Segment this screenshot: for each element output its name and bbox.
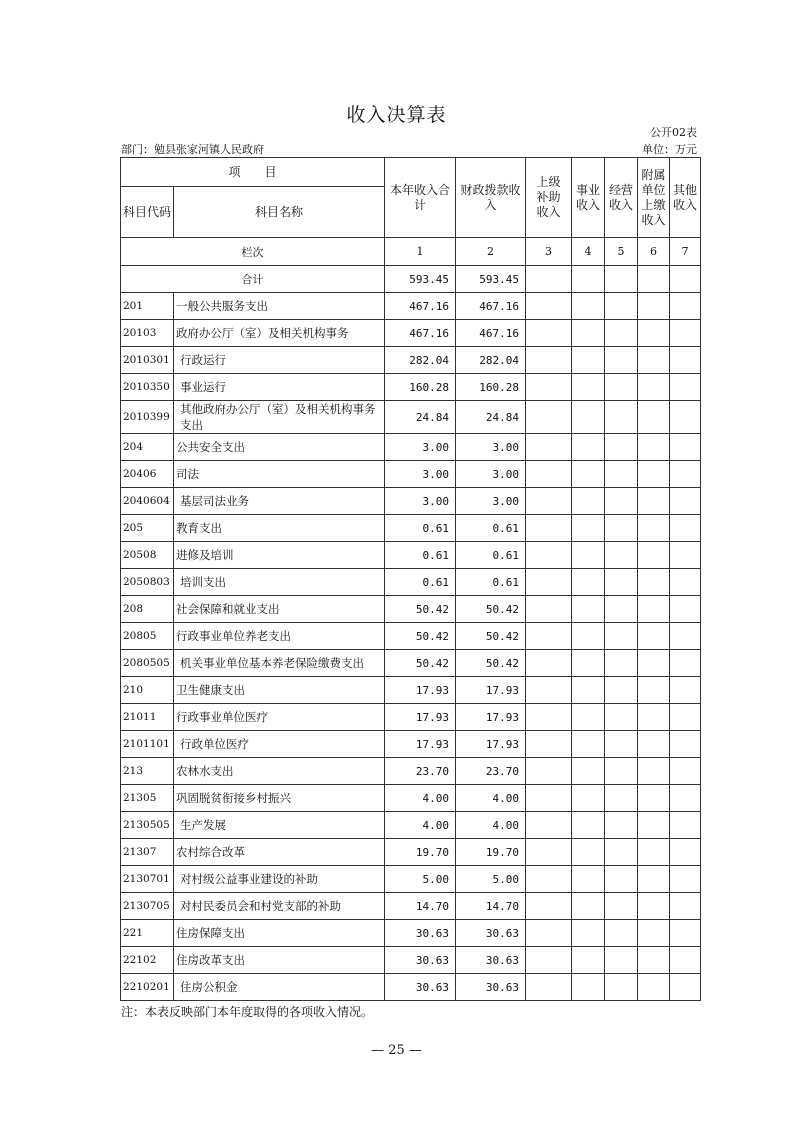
row-code: 20508 [121, 542, 174, 569]
row-code: 2010399 [121, 401, 174, 434]
row-code: 2130701 [121, 866, 174, 893]
row-empty-cell [526, 704, 572, 731]
column-index: 4 [572, 238, 605, 266]
row-fiscal: 17.93 [456, 731, 526, 758]
row-total: 160.28 [385, 374, 456, 401]
row-name: 巩固脱贫衔接乡村振兴 [174, 785, 385, 812]
row-name: 生产发展 [174, 812, 385, 839]
row-empty-cell [638, 785, 670, 812]
row-empty-cell [572, 974, 605, 1001]
row-name: 事业运行 [174, 374, 385, 401]
row-code: 20805 [121, 623, 174, 650]
row-total: 19.70 [385, 839, 456, 866]
row-empty-cell [526, 893, 572, 920]
row-empty-cell [572, 374, 605, 401]
row-empty-cell [670, 596, 701, 623]
table-row [121, 650, 701, 677]
row-empty-cell [670, 542, 701, 569]
row-total: 4.00 [385, 785, 456, 812]
row-fiscal: 467.16 [456, 320, 526, 347]
table-body [121, 293, 701, 1001]
row-empty-cell [572, 839, 605, 866]
row-empty-cell [526, 347, 572, 374]
row-empty-cell [638, 488, 670, 515]
row-total: 5.00 [385, 866, 456, 893]
row-empty-cell [572, 434, 605, 461]
row-empty-cell [670, 347, 701, 374]
table-row [121, 623, 701, 650]
row-name: 行政单位医疗 [174, 731, 385, 758]
row-empty-cell [670, 434, 701, 461]
row-total: 17.93 [385, 704, 456, 731]
header-superior-text: 上级补助收入 [536, 175, 561, 219]
row-total: 0.61 [385, 515, 456, 542]
row-name: 农林水支出 [174, 758, 385, 785]
table-row [121, 731, 701, 758]
row-fiscal: 3.00 [456, 488, 526, 515]
row-empty-cell [605, 731, 638, 758]
row-empty-cell [572, 320, 605, 347]
row-code: 208 [121, 596, 174, 623]
table-row [121, 488, 701, 515]
row-empty-cell [670, 461, 701, 488]
row-empty-cell [670, 839, 701, 866]
row-code: 2010301 [121, 347, 174, 374]
row-empty-cell [605, 293, 638, 320]
row-name: 司法 [174, 461, 385, 488]
row-empty-cell [526, 623, 572, 650]
row-empty-cell [526, 866, 572, 893]
table-row [121, 515, 701, 542]
row-name: 行政事业单位医疗 [174, 704, 385, 731]
row-empty-cell [638, 974, 670, 1001]
row-name: 住房保障支出 [174, 920, 385, 947]
row-empty-cell [526, 374, 572, 401]
row-empty-cell [638, 623, 670, 650]
header-item: 项 目 [121, 158, 385, 187]
row-empty-cell [572, 758, 605, 785]
row-code: 2101101 [121, 731, 174, 758]
row-fiscal: 3.00 [456, 461, 526, 488]
row-empty-cell [572, 461, 605, 488]
row-total: 3.00 [385, 488, 456, 515]
row-name: 对村民委员会和村党支部的补助 [174, 893, 385, 920]
header-superior [526, 158, 572, 238]
row-fiscal: 50.42 [456, 623, 526, 650]
row-total: 50.42 [385, 650, 456, 677]
column-index: 2 [456, 238, 526, 266]
row-total: 3.00 [385, 461, 456, 488]
row-empty-cell [605, 974, 638, 1001]
row-empty-cell [638, 515, 670, 542]
header-code: 科目代码 [121, 187, 174, 238]
row-empty-cell [670, 623, 701, 650]
row-fiscal: 30.63 [456, 920, 526, 947]
row-empty-cell [605, 569, 638, 596]
row-empty-cell [638, 920, 670, 947]
row-empty-cell [670, 947, 701, 974]
row-empty-cell [605, 650, 638, 677]
row-total: 50.42 [385, 596, 456, 623]
row-empty-cell [526, 293, 572, 320]
row-name: 政府办公厅（室）及相关机构事务 [174, 320, 385, 347]
row-empty-cell [638, 812, 670, 839]
row-name: 培训支出 [174, 569, 385, 596]
row-total: 30.63 [385, 947, 456, 974]
row-empty-cell [605, 947, 638, 974]
row-empty-cell [526, 731, 572, 758]
row-code: 205 [121, 515, 174, 542]
row-empty-cell [605, 677, 638, 704]
row-name: 机关事业单位基本养老保险缴费支出 [174, 650, 385, 677]
row-fiscal: 4.00 [456, 812, 526, 839]
row-fiscal: 160.28 [456, 374, 526, 401]
row-fiscal: 14.70 [456, 893, 526, 920]
table-row [121, 677, 701, 704]
row-empty-cell [605, 623, 638, 650]
row-fiscal: 0.61 [456, 569, 526, 596]
row-empty-cell [670, 320, 701, 347]
row-empty-cell [670, 650, 701, 677]
row-name: 农村综合改革 [174, 839, 385, 866]
row-fiscal: 5.00 [456, 866, 526, 893]
column-index: 5 [605, 238, 638, 266]
table-row [121, 785, 701, 812]
row-code: 2040604 [121, 488, 174, 515]
row-empty-cell [605, 461, 638, 488]
row-empty-cell [638, 650, 670, 677]
table-row [121, 920, 701, 947]
row-empty-cell [526, 974, 572, 1001]
row-name: 其他政府办公厅（室）及相关机构事务支出 [174, 401, 385, 434]
header-name: 科目名称 [174, 187, 385, 238]
row-empty-cell [572, 488, 605, 515]
row-empty-cell [638, 704, 670, 731]
row-empty-cell [605, 401, 638, 434]
row-code: 2130705 [121, 893, 174, 920]
table-row [121, 347, 701, 374]
table-row [121, 374, 701, 401]
header-business [572, 158, 605, 238]
header-operation [605, 158, 638, 238]
row-empty-cell [638, 320, 670, 347]
row-code: 2080505 [121, 650, 174, 677]
row-total: 0.61 [385, 542, 456, 569]
row-name: 住房公积金 [174, 974, 385, 1001]
row-empty-cell [526, 461, 572, 488]
row-total: 30.63 [385, 920, 456, 947]
row-name: 行政运行 [174, 347, 385, 374]
row-empty-cell [670, 401, 701, 434]
table-row [121, 293, 701, 320]
header-affiliated-text: 附属单位上缴收入 [641, 167, 666, 227]
table-row [121, 401, 701, 434]
row-total: 17.93 [385, 677, 456, 704]
row-fiscal: 4.00 [456, 785, 526, 812]
row-empty-cell [572, 785, 605, 812]
row-fiscal: 19.70 [456, 839, 526, 866]
row-code: 21305 [121, 785, 174, 812]
row-code: 22102 [121, 947, 174, 974]
row-empty-cell [526, 785, 572, 812]
row-empty-cell [572, 866, 605, 893]
row-empty-cell [526, 947, 572, 974]
row-empty-cell [638, 866, 670, 893]
row-empty-cell [605, 758, 638, 785]
row-fiscal: 23.70 [456, 758, 526, 785]
row-empty-cell [605, 839, 638, 866]
row-fiscal: 467.16 [456, 293, 526, 320]
row-empty-cell [526, 515, 572, 542]
row-empty-cell [605, 347, 638, 374]
row-fiscal: 17.93 [456, 677, 526, 704]
column-index: 1 [385, 238, 456, 266]
row-empty-cell [670, 569, 701, 596]
row-empty-cell [638, 461, 670, 488]
row-total: 23.70 [385, 758, 456, 785]
table-row [121, 704, 701, 731]
column-index-label: 栏次 [121, 238, 385, 266]
table-row [121, 542, 701, 569]
row-empty-cell [670, 374, 701, 401]
row-empty-cell [605, 542, 638, 569]
row-code: 20406 [121, 461, 174, 488]
total-fiscal: 593.45 [456, 266, 526, 293]
row-total: 3.00 [385, 434, 456, 461]
row-fiscal: 50.42 [456, 650, 526, 677]
row-code: 21011 [121, 704, 174, 731]
row-fiscal: 0.61 [456, 542, 526, 569]
row-empty-cell [572, 401, 605, 434]
row-name: 行政事业单位养老支出 [174, 623, 385, 650]
row-empty-cell [526, 839, 572, 866]
row-empty-cell [572, 596, 605, 623]
header-other [670, 158, 701, 238]
row-empty-cell [605, 515, 638, 542]
row-empty-cell [638, 542, 670, 569]
column-index: 3 [526, 238, 572, 266]
table-row [121, 893, 701, 920]
row-empty-cell [638, 893, 670, 920]
row-code: 2130505 [121, 812, 174, 839]
row-empty-cell [572, 893, 605, 920]
row-empty-cell [572, 920, 605, 947]
row-empty-cell [670, 812, 701, 839]
row-empty-cell [526, 677, 572, 704]
row-empty-cell [638, 293, 670, 320]
row-empty-cell [605, 866, 638, 893]
row-empty-cell [605, 920, 638, 947]
row-code: 2210201 [121, 974, 174, 1001]
row-empty-cell [572, 812, 605, 839]
row-empty-cell [670, 866, 701, 893]
header-affiliated [638, 158, 670, 238]
row-empty-cell [638, 839, 670, 866]
table-row [121, 947, 701, 974]
row-empty-cell [605, 374, 638, 401]
row-name: 一般公共服务支出 [174, 293, 385, 320]
row-name: 教育支出 [174, 515, 385, 542]
row-fiscal: 24.84 [456, 401, 526, 434]
row-empty-cell [605, 488, 638, 515]
row-code: 221 [121, 920, 174, 947]
table-row [121, 974, 701, 1001]
row-name: 住房改革支出 [174, 947, 385, 974]
row-total: 50.42 [385, 623, 456, 650]
row-total: 14.70 [385, 893, 456, 920]
row-fiscal: 50.42 [456, 596, 526, 623]
row-fiscal: 3.00 [456, 434, 526, 461]
form-code: 公开02表 [650, 126, 697, 139]
row-fiscal: 282.04 [456, 347, 526, 374]
row-name: 社会保障和就业支出 [174, 596, 385, 623]
row-empty-cell [670, 785, 701, 812]
row-name: 公共安全支出 [174, 434, 385, 461]
total-label: 合计 [121, 266, 385, 293]
row-empty-cell [572, 293, 605, 320]
row-fiscal: 30.63 [456, 947, 526, 974]
row-code: 2050803 [121, 569, 174, 596]
row-name: 对村级公益事业建设的补助 [174, 866, 385, 893]
row-empty-cell [670, 488, 701, 515]
row-code: 210 [121, 677, 174, 704]
row-empty-cell [605, 893, 638, 920]
row-empty-cell [638, 347, 670, 374]
row-empty-cell [526, 434, 572, 461]
page-number: — 25 — [371, 1043, 422, 1058]
row-name: 基层司法业务 [174, 488, 385, 515]
row-empty-cell [572, 347, 605, 374]
row-total: 24.84 [385, 401, 456, 434]
row-fiscal: 17.93 [456, 704, 526, 731]
row-name: 进修及培训 [174, 542, 385, 569]
row-code: 213 [121, 758, 174, 785]
row-empty-cell [638, 374, 670, 401]
row-total: 17.93 [385, 731, 456, 758]
row-empty-cell [670, 731, 701, 758]
column-index: 6 [638, 238, 670, 266]
row-name: 卫生健康支出 [174, 677, 385, 704]
row-empty-cell [572, 515, 605, 542]
table-row [121, 812, 701, 839]
row-empty-cell [605, 704, 638, 731]
row-empty-cell [638, 758, 670, 785]
department-label: 部门：勉县张家河镇人民政府 [121, 143, 264, 156]
row-empty-cell [670, 704, 701, 731]
row-empty-cell [572, 677, 605, 704]
row-empty-cell [526, 812, 572, 839]
row-empty-cell [638, 401, 670, 434]
row-empty-cell [605, 434, 638, 461]
row-fiscal: 0.61 [456, 515, 526, 542]
row-empty-cell [670, 293, 701, 320]
table-row [121, 596, 701, 623]
row-empty-cell [572, 542, 605, 569]
row-empty-cell [605, 812, 638, 839]
header-business-text: 事业收入 [576, 182, 601, 212]
row-empty-cell [572, 947, 605, 974]
row-empty-cell [526, 488, 572, 515]
row-empty-cell [670, 893, 701, 920]
row-empty-cell [572, 569, 605, 596]
column-index: 7 [670, 238, 701, 266]
total-row [121, 266, 701, 293]
row-empty-cell [572, 731, 605, 758]
row-code: 21307 [121, 839, 174, 866]
row-fiscal: 30.63 [456, 974, 526, 1001]
row-total: 4.00 [385, 812, 456, 839]
row-code: 20103 [121, 320, 174, 347]
row-empty-cell [670, 515, 701, 542]
row-code: 201 [121, 293, 174, 320]
row-code: 204 [121, 434, 174, 461]
row-empty-cell [638, 731, 670, 758]
row-empty-cell [572, 650, 605, 677]
row-empty-cell [605, 320, 638, 347]
income-table [120, 157, 701, 1001]
table-row [121, 320, 701, 347]
row-empty-cell [572, 623, 605, 650]
unit-label: 单位：万元 [642, 143, 697, 156]
row-empty-cell [638, 569, 670, 596]
row-empty-cell [638, 947, 670, 974]
row-empty-cell [526, 596, 572, 623]
row-empty-cell [526, 569, 572, 596]
row-total: 467.16 [385, 320, 456, 347]
row-empty-cell [526, 758, 572, 785]
row-empty-cell [526, 542, 572, 569]
row-empty-cell [526, 401, 572, 434]
table-row [121, 569, 701, 596]
table-row [121, 866, 701, 893]
footnote: 注：本表反映部门本年度取得的各项收入情况。 [121, 1005, 374, 1019]
total-amount: 593.45 [385, 266, 456, 293]
row-empty-cell [526, 650, 572, 677]
row-empty-cell [605, 785, 638, 812]
table-row [121, 434, 701, 461]
table-row [121, 839, 701, 866]
row-empty-cell [572, 704, 605, 731]
header-fiscal: 财政拨款收入 [456, 158, 526, 238]
row-empty-cell [605, 596, 638, 623]
row-total: 30.63 [385, 974, 456, 1001]
row-total: 0.61 [385, 569, 456, 596]
row-total: 282.04 [385, 347, 456, 374]
row-empty-cell [670, 758, 701, 785]
row-empty-cell [526, 320, 572, 347]
row-empty-cell [670, 677, 701, 704]
row-empty-cell [638, 677, 670, 704]
table-row [121, 461, 701, 488]
row-empty-cell [526, 920, 572, 947]
row-total: 467.16 [385, 293, 456, 320]
row-code: 2010350 [121, 374, 174, 401]
table-row [121, 758, 701, 785]
header-operation-text: 经营收入 [609, 182, 634, 212]
row-empty-cell [670, 920, 701, 947]
row-empty-cell [670, 974, 701, 1001]
header-total: 本年收入合计 [385, 158, 456, 238]
row-empty-cell [638, 434, 670, 461]
row-empty-cell [638, 596, 670, 623]
header-other-text: 其他收入 [673, 182, 698, 212]
page-title: 收入决算表 [346, 104, 447, 126]
